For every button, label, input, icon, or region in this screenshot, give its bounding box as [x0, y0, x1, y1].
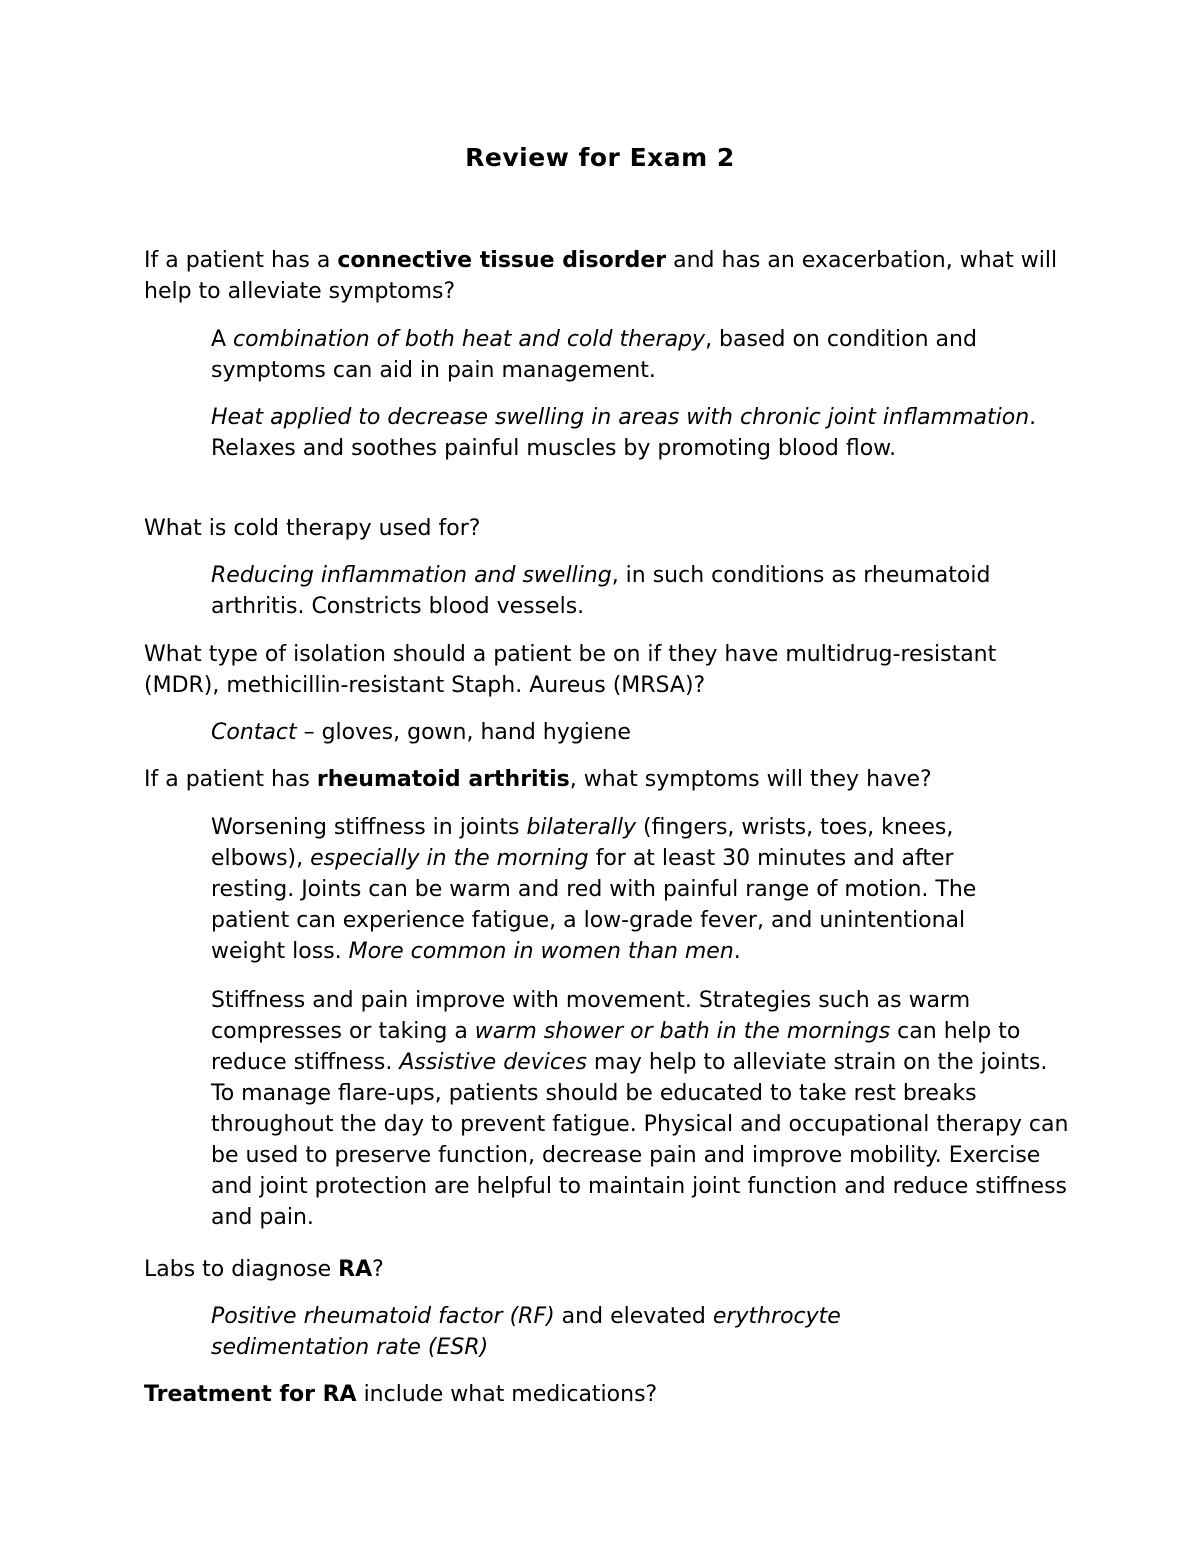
text: If a patient has a [144, 248, 338, 273]
text: can help to reduce stiffness. [211, 1019, 1021, 1075]
text: and elevated [554, 1304, 713, 1329]
question-cold-therapy [144, 513, 1064, 544]
text: include what medications? [356, 1382, 658, 1407]
italic-term: Contact [211, 720, 297, 745]
question-connective-tissue [144, 245, 1064, 307]
italic-term: Heat applied to decrease swelling in areas with chronic joint inflammation [211, 405, 1030, 430]
text: may help to alleviate strain on the joints. To manage flare-ups, patients should be educated to take rest breaks throughout the day to prevent fatigue. Physical and occupational therapy can be used to preserve function, decrease pain and improve mobility. Exercise and joint protection are helpful to maintain joint function and reduce stiffness and pain. [211, 1050, 1069, 1230]
text: and has an exacerbation, what will help to alleviate symptoms? [144, 248, 1058, 304]
text: A [211, 327, 234, 352]
text: Stiffness and pain improve with movement. Strategies such as warm compresses or taking a [211, 988, 971, 1044]
bold-term: connective tissue disorder [337, 248, 667, 273]
text: . Relaxes and soothes painful muscles by promoting blood flow. [211, 405, 1037, 461]
question-ra-labs [144, 1254, 1064, 1285]
bold-term: RA [338, 1257, 373, 1282]
text: , in such conditions as rheumatoid arthritis. Constricts blood vessels. [211, 563, 991, 619]
italic-term: Positive rheumatoid factor (RF) [211, 1304, 555, 1329]
answer-ra-labs [211, 1301, 931, 1363]
text: . [733, 939, 741, 964]
answer-ra-symptoms [211, 812, 1041, 967]
text: Labs to diagnose [144, 1257, 339, 1282]
text: If a patient has [144, 767, 317, 792]
text: , based on condition and symptoms can aid in pain management. [211, 327, 977, 383]
text: , what symptoms will they have? [569, 767, 932, 792]
italic-term: Reducing inflammation and swelling [211, 563, 612, 588]
text: What is cold therapy used for? [144, 516, 481, 541]
text: (fingers, wrists, toes, knees, elbows), [211, 815, 954, 871]
italic-term: More common in women than men [348, 939, 734, 964]
bold-term: rheumatoid arthritis [316, 767, 570, 792]
question-ra-symptoms [144, 764, 1064, 795]
answer-contact-isolation [211, 717, 1071, 748]
answer-heat-cold-combination [211, 324, 1071, 386]
question-ra-treatment [144, 1379, 1064, 1410]
italic-term: erythrocyte sedimentation rate (ESR) [211, 1304, 841, 1360]
text: Worsening stiffness in joints [211, 815, 527, 840]
answer-cold-therapy [211, 560, 1071, 622]
answer-heat-applied [211, 402, 1071, 464]
text: ? [372, 1257, 384, 1282]
document-title: Review for Exam 2 [465, 143, 735, 172]
answer-ra-management [211, 985, 1071, 1233]
italic-term: especially in the morning [310, 846, 589, 871]
text: for at least 30 minutes and after resting. Joints can be warm and red with painful range of motion. The patient can experience fatigue, a low-grade fever, and unintentional weight loss. [211, 846, 977, 964]
question-isolation [144, 639, 1064, 701]
text: – gloves, gown, hand hygiene [296, 720, 631, 745]
italic-term: combination of both heat and cold therapy [233, 327, 706, 352]
italic-term: bilaterally [526, 815, 637, 840]
text: What type of isolation should a patient be on if they have multidrug-resistant (MDR), methicillin-resistant Staph. Aureus (MRSA)? [144, 642, 997, 698]
italic-term: warm shower or bath in the mornings [474, 1019, 891, 1044]
bold-term: Treatment for RA [144, 1382, 357, 1407]
italic-term: Assistive devices [399, 1050, 587, 1075]
